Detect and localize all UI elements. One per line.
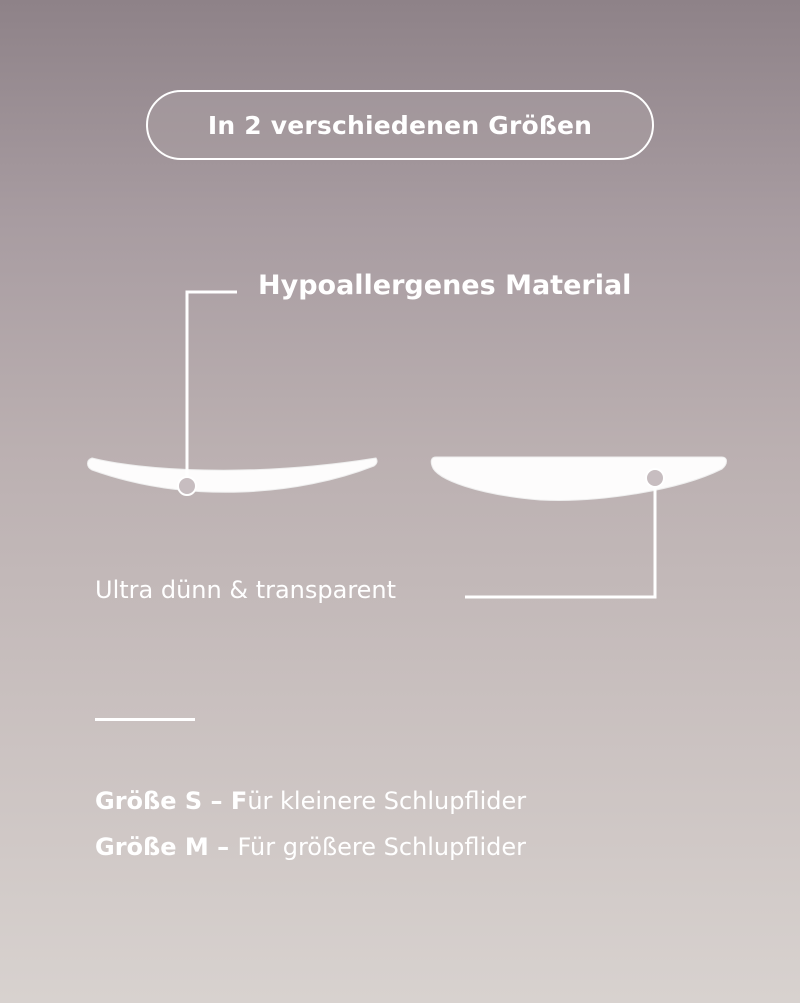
strip-size-m <box>431 457 726 500</box>
transparent-callout-label: Ultra dünn & transparent <box>95 576 397 604</box>
strip-size-s <box>88 458 378 492</box>
callout-dot-transparent <box>646 469 664 487</box>
size-m-description: Für größere Schlupflider <box>237 833 526 861</box>
size-m-line <box>95 833 526 861</box>
callout-dot-material <box>178 477 196 495</box>
size-m-label: Größe M – <box>95 833 238 861</box>
callout-line-material <box>187 292 237 486</box>
section-divider <box>95 718 195 721</box>
size-s-label: Größe S – F <box>95 787 248 815</box>
sizes-badge <box>146 90 654 160</box>
size-s-description: ür kleinere Schlupflider <box>247 787 527 815</box>
material-callout-label: Hypoallergenes Material <box>258 270 632 301</box>
size-s-line <box>95 787 526 815</box>
sizes-badge-text: In 2 verschiedenen Größen <box>207 110 593 140</box>
